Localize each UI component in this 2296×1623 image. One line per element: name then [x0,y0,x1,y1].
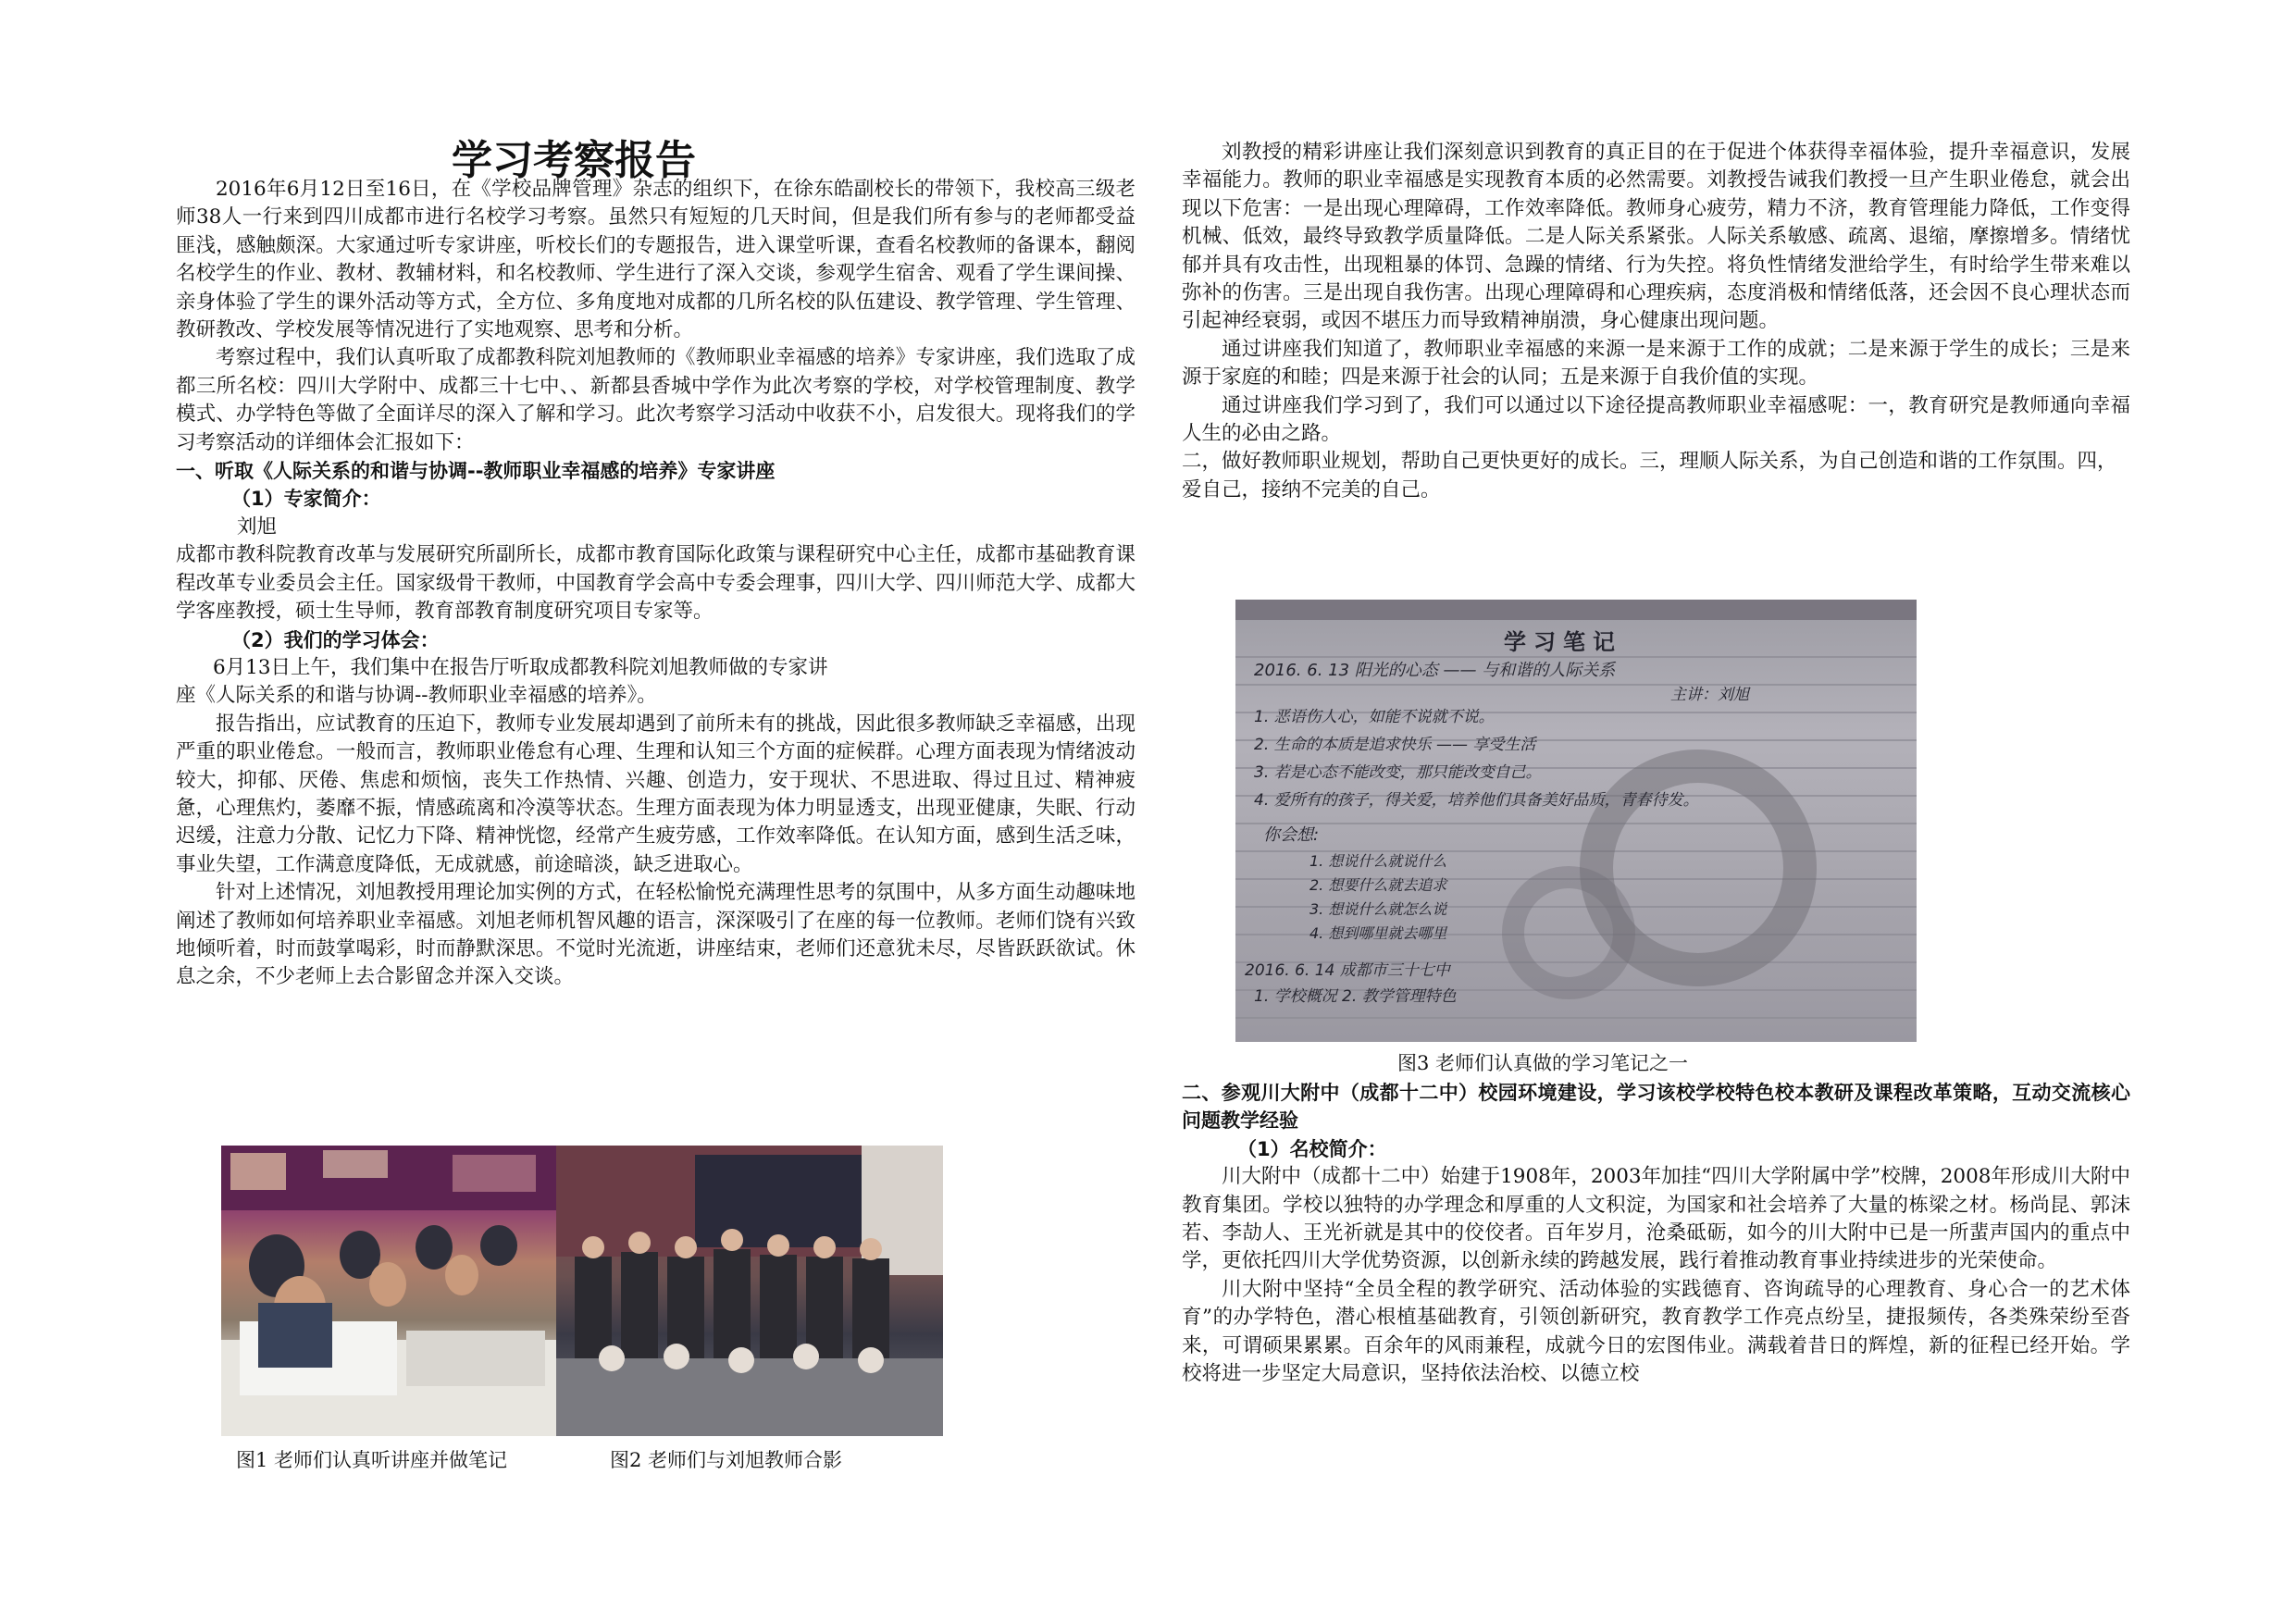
expert-name: 刘旭 [237,514,278,539]
expert-bio: 成都市教科院教育改革与发展研究所副所长，成都市教育国际化政策与课程研究中心主任，成都市基础教育课程改革专业委员会主任。国家级骨干教师，中国教育学会高中专委会理事，四川大学、四川师范大学、成都大学客座教授，硕士生导师，教育部教育制度研究项目专家等。 [176,543,1136,624]
page-title: 学习考察报告 [452,137,696,184]
subheading-school-intro: （1）名校简介： [1237,1137,1387,1160]
notes-line-date-2: 2016. 6. 14 成都市三十七中 [1245,961,1450,980]
section-heading-1: 一、听取《人际关系的和谐与协调--教师职业幸福感的培养》专家讲座 [176,460,776,483]
figure-2-caption: 图2 老师们与刘旭教师合影 [610,1449,843,1471]
lecture-paragraph-a: 6月13日上午，我们集中在报告厅听取成都教科院刘旭教师做的专家讲 [213,655,828,679]
notes-line-school: 1. 学校概况 2. 教学管理特色 [1254,987,1457,1006]
notes-item: 4. 爱所有的孩子，得关爱，培养他们具备美好品质，青春待发。 [1254,791,1699,810]
subheading-expert-intro: （1）专家简介： [231,488,381,511]
figure-1-caption: 图1 老师们认真听讲座并做笔记 [236,1449,508,1471]
notes-header: 学习笔记 [1504,629,1622,655]
notes-subitem: 2. 想要什么就去追求 [1309,876,1447,894]
school-history-paragraph: 川大附中（成都十二中）始建于1908年，2003年加挂“四川大学附属中学”校牌，2008年形成川大附中教育集团。学校以独特的办学理念和厚重的人文积淀，为国家和社会培养了大量的栋梁之材。杨尚昆、郭沫若、李劼人、王光祈就是其中的佼佼者。百年岁月，沧桑砥砺，如今的川大附中已是一所蜚声国内的重点中学，更依托四川大学优势资源，以创新永续的跨越发展，践行着推动教育事业持续进步的光荣使命。 [1182,1165,2130,1273]
lecture-paragraph-b: 座《人际关系的和谐与协调--教师职业幸福感的培养》。 [176,684,657,708]
process-paragraph: 考察过程中，我们认真听取了成都教科院刘旭教师的《教师职业幸福感的培养》专家讲座，我们选取了成都三所名校：四川大学附中、成都三十七中、、新都县香城中学作为此次考察的学校，对学校管理制度、教学模式、办学特色等做了全面详尽的深入了解和学习。此次考察学习活动中收获不小，启发很大。现将我们的学习考察活动的详细体会汇报如下： [176,346,1136,454]
intro-paragraph: 2016年6月12日至16日，在《学校品牌管理》杂志的组织下，在徐东皓副校长的带领下，我校高三级老师38人一行来到四川成都市进行名校学习考察。虽然只有短短的几天时间，但是我们所有参与的老师都受益匪浅，感触颇深。大家通过听专家讲座，听校长们的专题报告，进入课堂听课，查看名校教师的备课本，翻阅名校学生的作业、教材、教辅材料，和名校教师、学生进行了深入交谈，参观学生宿舍、观看了学生课间操、亲身体验了学生的课外活动等方式，全方位、多角度地对成都的几所名校的队伍建设、教学管理、学生管理、教研教改、学校发展等情况进行了实地观察、思考和分析。 [176,178,1136,342]
school-features-paragraph: 川大附中坚持“全员全程的教学研究、活动体验的实践德育、咨询疏导的心理教育、身心合一的艺术体育”的办学特色，潜心根植基础教育，引领创新研究，教育教学工作亮点纷呈，捷报频传，各类殊荣纷至沓来，可谓硕果累累。百余年的风雨兼程，成就今日的宏图伟业。满载着昔日的辉煌，新的征程已经开始。学校将进一步坚定大局意识，坚持依法治校、以德立校 [1182,1277,2130,1386]
right-column-top [1182,139,2130,504]
report-paragraph: 报告指出，应试教育的压迫下，教师专业发展却遇到了前所未有的挑战，因此很多教师缺乏幸福感，出现严重的职业倦怠。一般而言，教师职业倦怠有心理、生理和认知三个方面的症候群。心理方面表现为情绪波动较大，抑郁、厌倦、焦虑和烦恼，丧失工作热情、兴趣、创造力，安于现状、不思进取、得过且过、精神疲惫，心理焦灼，萎靡不振，情感疏离和冷漠等状态。生理方面表现为体力明显透支，出现亚健康，失眠、行动迟缓，注意力分散、记忆力下降、精神恍惚，经常产生疲劳感，工作效率降低。在认知方面，感到生活乏味，事业失望，工作满意度降低，无成就感，前途暗淡，缺乏进取心。 [176,712,1136,876]
notes-item: 3. 若是心态不能改变，那只能改变自己。 [1254,763,1542,782]
photo-group-picture [556,1146,943,1436]
lecture-insight-paragraph: 刘教授的精彩讲座让我们深刻意识到教育的真正目的在于促进个体获得幸福体验，提升幸福意识，发展幸福能力。教师的职业幸福感是实现教育本质的必然需要。刘教授告诫我们教授一旦产生职业倦怠，就会出现以下危害：一是出现心理障碍，工作效率降低。教师身心疲劳，精力不济，教育管理能力降低，工作变得机械、低效，最终导致教学质量降低。二是人际关系紧张。人际关系敏感、疏离、退缩，摩擦增多。情绪忧郁并具有攻击性，出现粗暴的体罚、急躁的情绪、行为失控。将负性情绪发泄给学生，有时给学生带来难以弥补的伤害。三是出现自我伤害。出现心理障碍和心理疾病，态度消极和情绪低落，还会因不良心理状态而引起神经衰弱，或因不堪压力而导致精神崩溃，身心健康出现问题。 [1182,141,2130,333]
notes-line-speaker: 主讲：刘旭 [1670,686,1749,704]
right-column-bottom [1182,1079,2130,1388]
notes-line-date: 2016. 6. 13 阳光的心态 —— 与和谐的人际关系 [1254,661,1616,680]
figure-3-caption: 图3 老师们认真做的学习笔记之一 [1397,1052,1689,1074]
subheading-experience: （2）我们的学习体会： [231,628,440,651]
notes-subitem: 1. 想说什么就说什么 [1309,852,1447,870]
notes-subitem: 3. 想说什么就怎么说 [1309,900,1447,918]
section-heading-2: 二、参观川大附中（成都十二中）校园环境建设，学习该校学校特色校本教研及课程改革策略，互动交流核心问题教学经验 [1182,1082,2130,1133]
methods-paragraph: 通过讲座我们学习到了，我们可以通过以下途径提高教师职业幸福感呢：一，教育研究是教师通向幸福人生的必由之路。 [1182,393,2130,446]
photo-study-notes [1235,600,1917,1042]
notes-item: 2. 生命的本质是追求快乐 —— 享受生活 [1254,736,1536,754]
notes-subheading: 你会想: [1263,825,1320,845]
love-yourself-line: 爱自己，接纳不完美的自己。 [1182,477,1441,502]
notes-items [1254,703,1699,814]
photo-lecture-audience [221,1146,556,1436]
notes-subitem: 4. 想到哪里就去哪里 [1309,924,1447,942]
left-column [176,176,1136,992]
lecture-summary-paragraph: 针对上述情况，刘旭教授用理论加实例的方式，在轻松愉悦充满理性思考的氛围中，从多方面生动趣味地阐述了教师如何培养职业幸福感。刘旭老师机智风趣的语言，深深吸引了在座的每一位教师。老师们饶有兴致地倾听着，时而鼓掌喝彩，时而静默深思。不觉时光流逝，讲座结束，老师们还意犹未尽，尽皆跃跃欲试。休息之余，不少老师上去合影留念并深入交谈。 [176,881,1136,989]
sources-paragraph: 通过讲座我们知道了，教师职业幸福感的来源一是来源于工作的成就；二是来源于学生的成长；三是来源于家庭的和睦；四是来源于社会的认同；五是来源于自我价值的实现。 [1182,337,2130,390]
notes-subitems [1309,849,1446,946]
methods-continued-paragraph: 二，做好教师职业规划，帮助自己更快更好的成长。三，理顺人际关系，为自己创造和谐的工作氛围。四， [1182,450,2117,474]
notes-item: 1. 恶语伤人心，如能不说就不说。 [1254,708,1495,726]
